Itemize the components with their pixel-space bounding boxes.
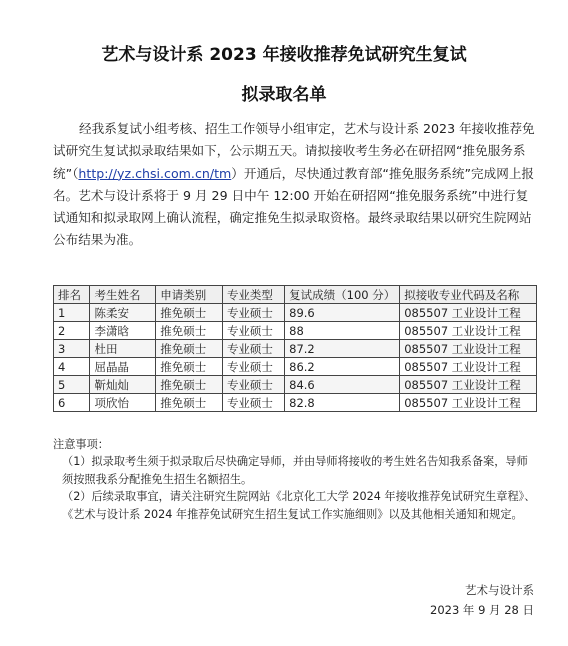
cell-name: 屈晶晶 [90, 358, 156, 376]
cell-rank: 6 [54, 394, 90, 412]
cell-major: 085507 工业设计工程 [400, 376, 537, 394]
cell-type: 专业硕士 [222, 322, 284, 340]
cell-score: 82.8 [285, 394, 400, 412]
cell-score: 86.2 [285, 358, 400, 376]
table-header-row [54, 286, 537, 304]
tm-system-link[interactable]: http://yz.chsi.com.cn/tm [78, 165, 232, 181]
cell-category: 推免硕士 [156, 358, 223, 376]
cell-score: 88 [285, 322, 400, 340]
cell-type: 专业硕士 [222, 340, 284, 358]
cell-score: 89.6 [285, 304, 400, 322]
cell-category: 推免硕士 [156, 376, 223, 394]
cell-type: 专业硕士 [222, 394, 284, 412]
header-category: 申请类别 [156, 286, 223, 304]
cell-major: 085507 工业设计工程 [400, 304, 537, 322]
cell-major: 085507 工业设计工程 [400, 340, 537, 358]
cell-major: 085507 工业设计工程 [400, 322, 537, 340]
cell-major: 085507 工业设计工程 [400, 358, 537, 376]
cell-rank: 1 [54, 304, 90, 322]
table-row [54, 376, 537, 394]
cell-score: 87.2 [285, 340, 400, 358]
header-major: 拟接收专业代码及名称 [400, 286, 537, 304]
intro-paragraph [53, 118, 537, 252]
cell-rank: 2 [54, 322, 90, 340]
cell-category: 推免硕士 [156, 304, 223, 322]
note-item-1: （1）拟录取考生须于拟录取后尽快确定导师，并由导师将接收的考生姓名告知我系备案，导师须按照我系分配推免生招生名额招生。 [62, 455, 528, 486]
header-score: 复试成绩（100 分） [285, 286, 400, 304]
notes-heading: 注意事项： [53, 438, 109, 451]
cell-type: 专业硕士 [222, 304, 284, 322]
cell-name: 李潇晗 [90, 322, 156, 340]
notes-section [53, 436, 537, 523]
signature-date: 2023 年 9 月 28 日 [430, 603, 534, 617]
document-title: 艺术与设计系 2023 年接收推荐免试研究生复试 [101, 45, 467, 65]
table-row [54, 304, 537, 322]
cell-name: 陈柔安 [90, 304, 156, 322]
table-row [54, 322, 537, 340]
cell-rank: 3 [54, 340, 90, 358]
cell-category: 推免硕士 [156, 322, 223, 340]
header-rank: 排名 [54, 286, 90, 304]
cell-score: 84.6 [285, 376, 400, 394]
cell-category: 推免硕士 [156, 394, 223, 412]
intro-text-before-link: 经我系复试小组考核、招生工作领导小组审定，艺术与设计系 2023 年接收推荐免试研究生复试拟录取结果如下，公示期五天。请拟接收考生务必在研招网“推免服务系统”（ [53, 121, 535, 181]
note-item-2: （2）后续录取事宜，请关注研究生院网站《北京化工大学 2024 年接收推荐免试研究生章程》、《艺术与设计系 2024 年推荐免试研究生招生复试工作实施细则》以及其他相关通知和规定。 [62, 490, 536, 521]
intro-text-after-link: ）开通后，尽快通过教育部“推免服务系统”完成网上报名。艺术与设计系将于 9 月 29 日中午 12:00 开始在研招网“推免服务系统”中进行复试通知和拟录取网上确认流程，确定推免生拟录取资格。最终录取结果以研究生院网站公布结果为准。 [53, 165, 535, 248]
cell-rank: 4 [54, 358, 90, 376]
table-row [54, 358, 537, 376]
cell-name: 项欣怡 [90, 394, 156, 412]
cell-type: 专业硕士 [222, 376, 284, 394]
table-row [54, 394, 537, 412]
document-subtitle: 拟录取名单 [241, 85, 327, 105]
cell-rank: 5 [54, 376, 90, 394]
cell-type: 专业硕士 [222, 358, 284, 376]
admission-table [53, 285, 537, 412]
table-row [54, 340, 537, 358]
header-type: 专业类型 [222, 286, 284, 304]
cell-name: 靳灿灿 [90, 376, 156, 394]
cell-category: 推免硕士 [156, 340, 223, 358]
header-name: 考生姓名 [90, 286, 156, 304]
cell-major: 085507 工业设计工程 [400, 394, 537, 412]
cell-name: 杜田 [90, 340, 156, 358]
signature-department: 艺术与设计系 [465, 583, 534, 597]
